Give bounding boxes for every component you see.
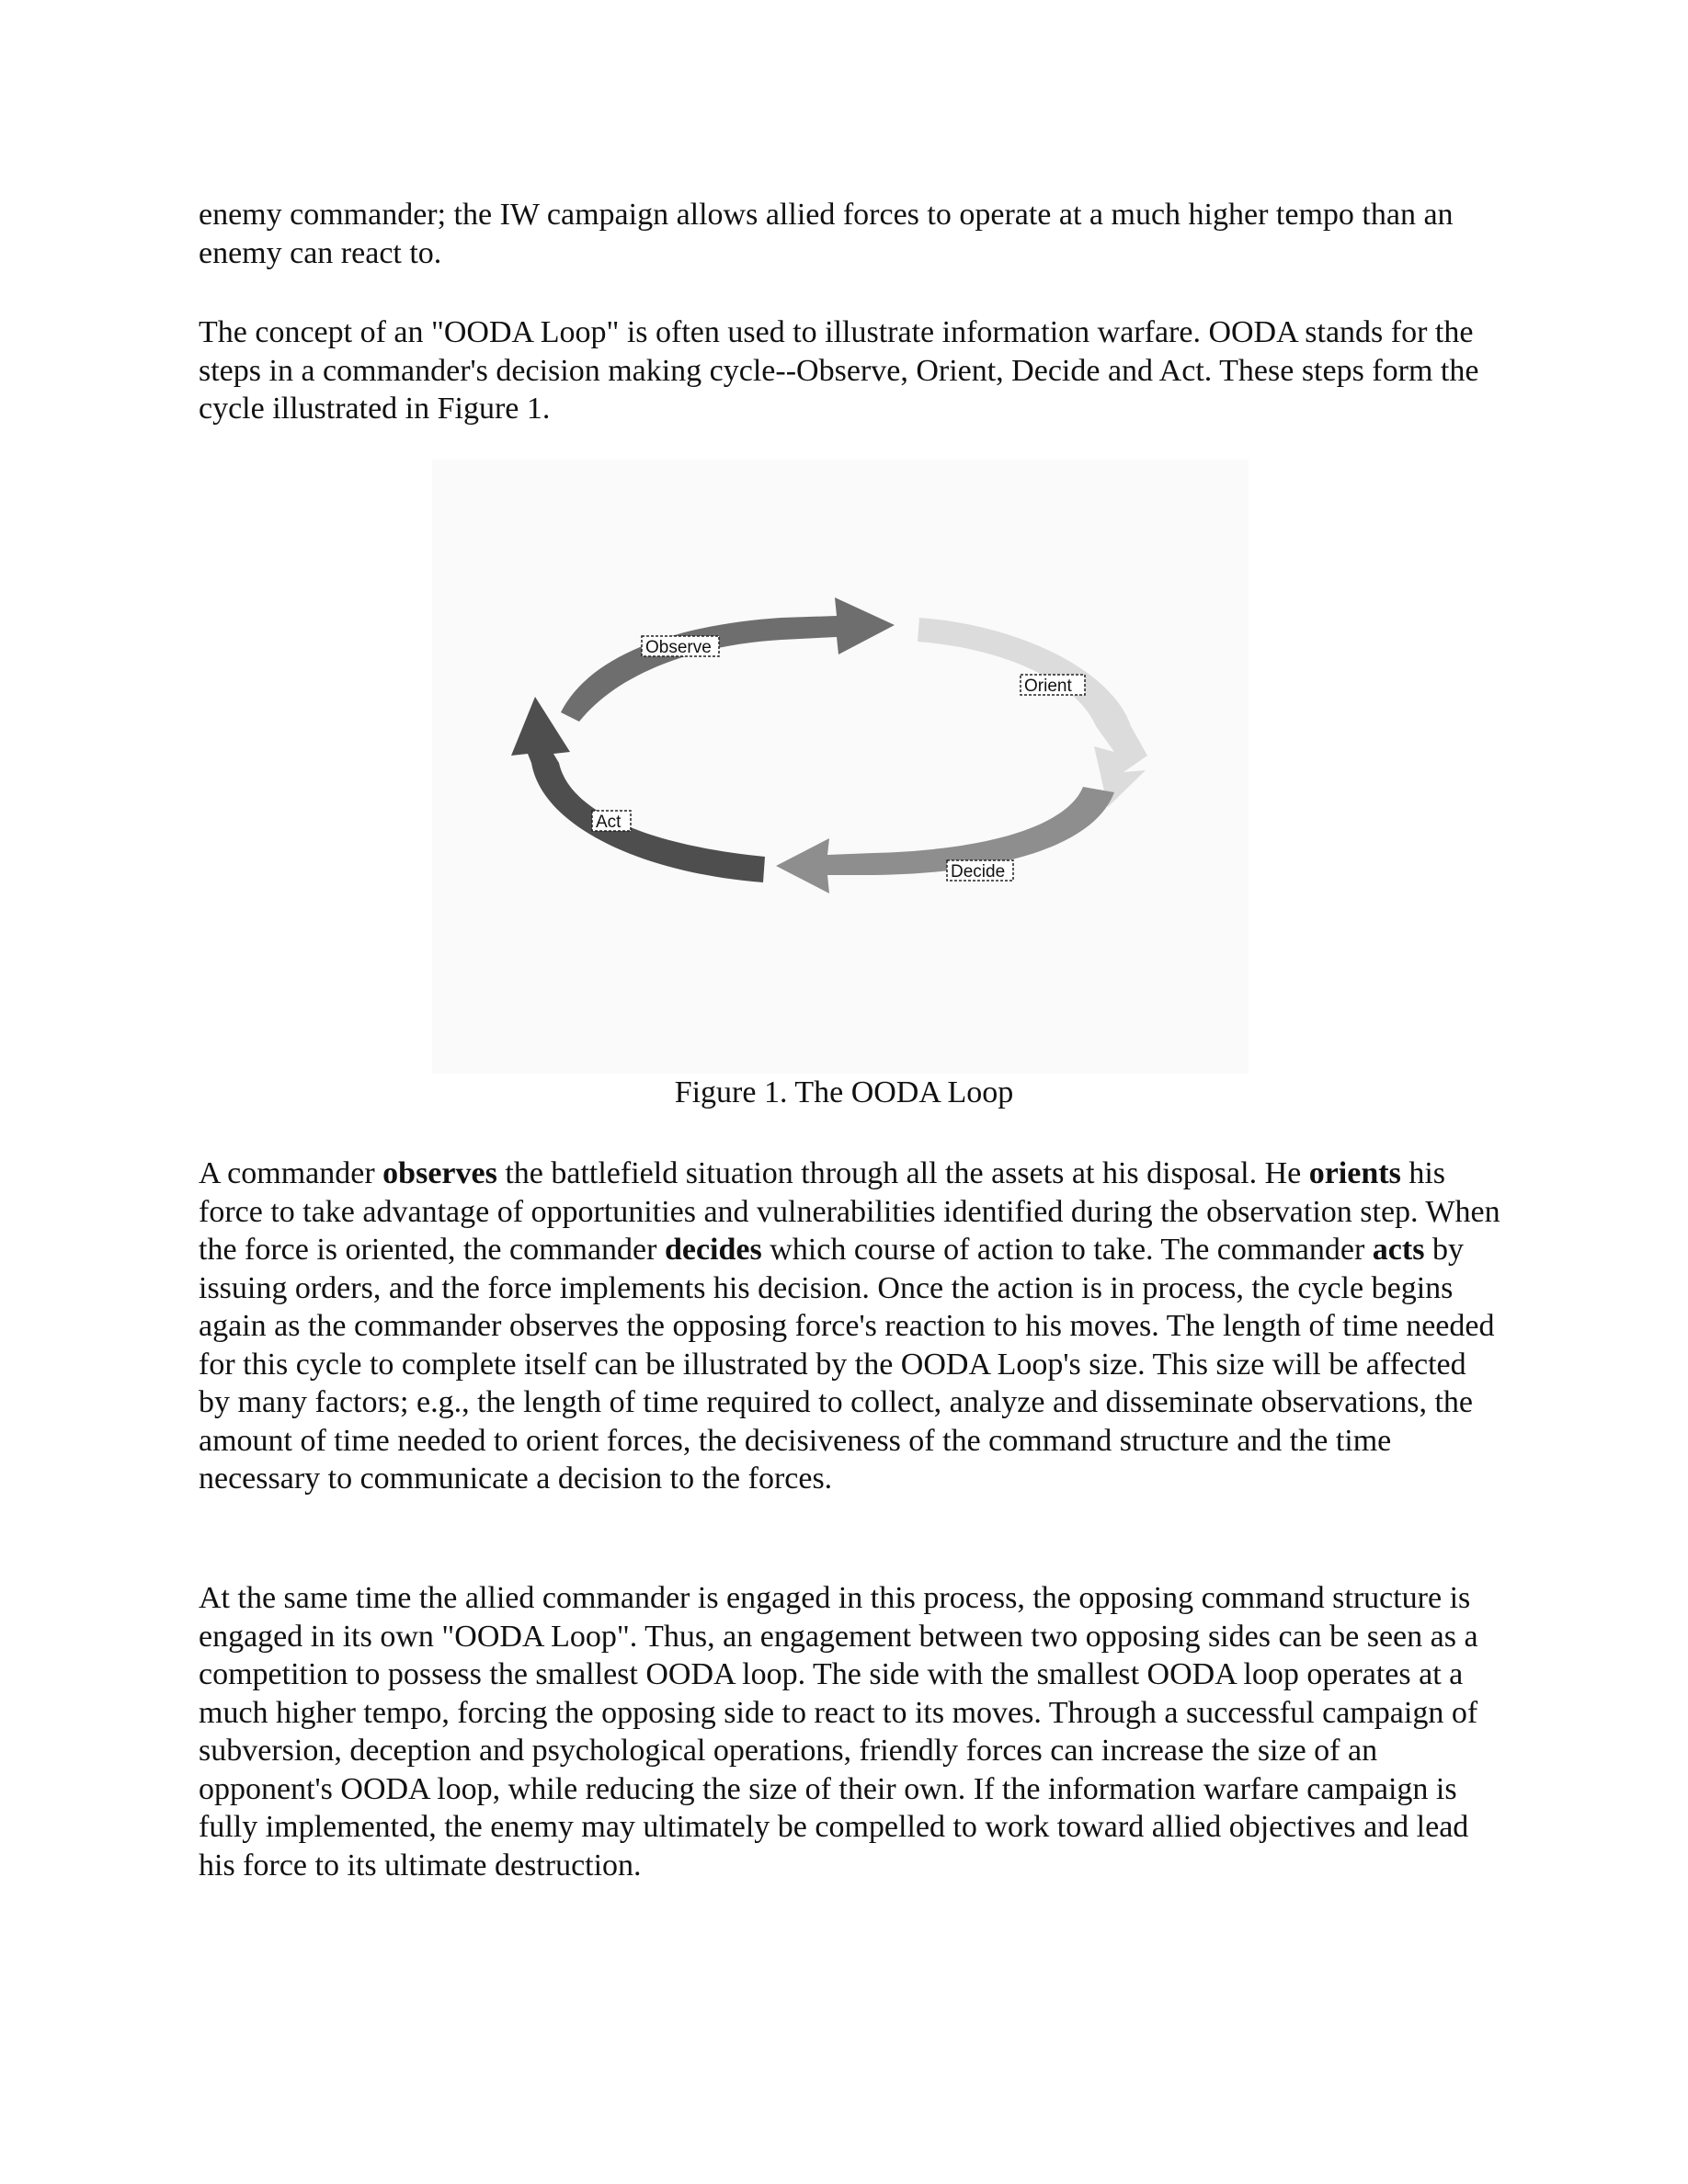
- act-label-group: [592, 811, 631, 832]
- decide-label: Decide: [951, 862, 1006, 882]
- text-span: his force to take advantage of opportunities and vulnerabilities identified during the observation step. When the force is oriented, the commander: [199, 1156, 1500, 1267]
- text-span: by issuing orders, and the force implements his decision. Once the action is in process, the cycle begins again as the commander observes the opposing force's reaction to his moves. The length of time needed for this cycle to complete itself can be illustrated by the OODA Loop's size. This size will be affected by many factors; e.g., the length of time required to collect, analyze and disseminate observations, the amount of time needed to orient forces, the decisiveness of the command structure and the time necessary to communicate a decision to the forces.: [199, 1233, 1495, 1496]
- orient-label: Orient: [1024, 677, 1072, 696]
- ooda-loop-figure: [432, 460, 1249, 1074]
- act-arrow: [511, 697, 765, 882]
- text-span: A commander: [199, 1156, 383, 1190]
- act-label: Act: [596, 813, 622, 832]
- paragraph-intro: enemy commander; the IW campaign allows allied forces to operate at a much higher tempo than an enemy can react to.: [199, 198, 1454, 270]
- bold-decides: decides: [664, 1233, 762, 1267]
- bold-observes: observes: [382, 1156, 497, 1190]
- figure-caption: Figure 1. The OODA Loop: [674, 1075, 1014, 1109]
- paragraph-ooda-steps: [199, 1155, 1504, 1498]
- bold-orients: orients: [1308, 1156, 1401, 1190]
- paragraph-competition: At the same time the allied commander is engaged in this process, the opposing command structure is engaged in its own "OODA Loop". Thus, an engagement between two opposing sides can be seen as a competition to possess the smallest OODA loop. The side with the smallest OODA loop operates at a much higher tempo, forcing the opposing side to react to its moves. Through a successful campaign of subversion, deception and psychological operations, friendly forces can increase the size of an opponent's OODA loop, while reducing the size of their own. If the information warfare campaign is fully implemented, the enemy may ultimately be compelled to work toward allied objectives and lead his force to its ultimate destruction.: [199, 1581, 1478, 1883]
- text-span: the battlefield situation through all the assets at his disposal. He: [496, 1156, 1309, 1190]
- decide-arrow: [776, 787, 1114, 893]
- observe-arrow: [561, 597, 895, 722]
- bold-acts: acts: [1372, 1233, 1425, 1267]
- paragraph-ooda-concept: The concept of an "OODA Loop" is often used to illustrate information warfare. OODA stands for the steps in a commander's decision making cycle--Observe, Orient, Decide and Act. These steps form the cycle illustrated in Figure 1.: [199, 315, 1479, 426]
- observe-label: Observe: [645, 638, 712, 657]
- orient-arrow: [918, 618, 1147, 807]
- ooda-loop-diagram: [432, 460, 1249, 1074]
- observe-label-group: [642, 636, 719, 657]
- decide-label-group: [947, 860, 1013, 882]
- text-span: which course of action to take. The commander: [761, 1233, 1373, 1267]
- orient-label-group: [1021, 675, 1085, 696]
